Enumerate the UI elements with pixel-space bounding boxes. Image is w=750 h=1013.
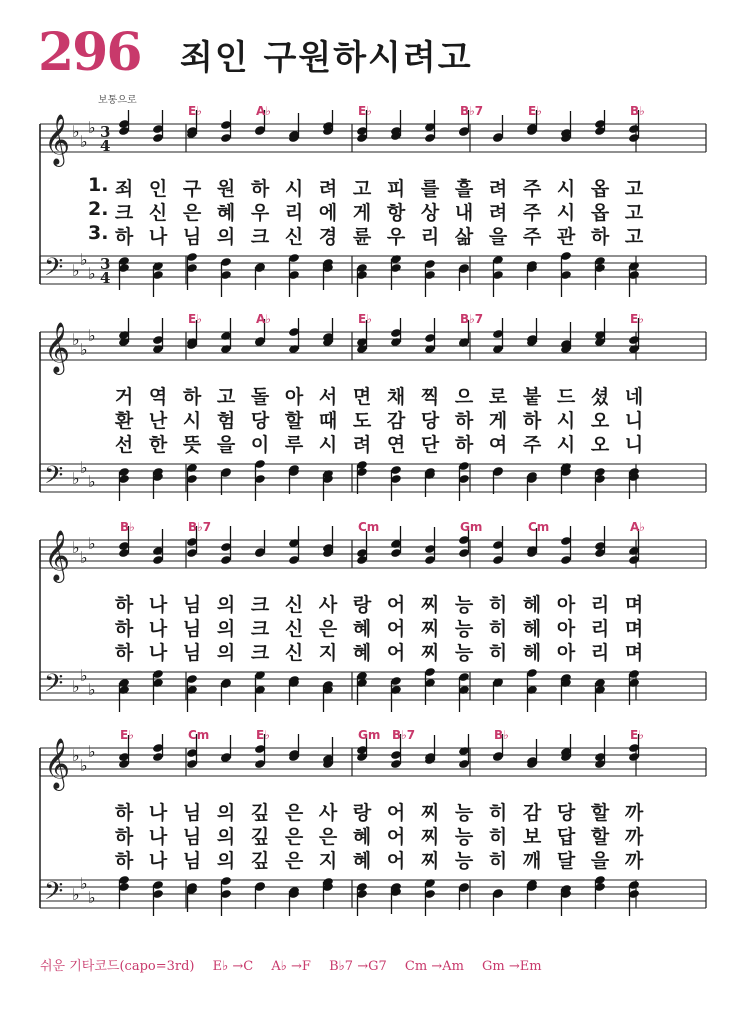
lyric-syllable: 까 bbox=[624, 826, 644, 848]
lyric-syllable: 루 bbox=[284, 434, 304, 456]
flat-icon: ♭ bbox=[88, 888, 96, 907]
chord-symbol: E♭ bbox=[358, 312, 372, 326]
lyric-syllable: 크 bbox=[114, 202, 134, 224]
lyric-line bbox=[0, 590, 750, 614]
flat-icon: ♭ bbox=[72, 538, 80, 557]
lyric-line bbox=[0, 614, 750, 638]
lyric-syllable: 깨 bbox=[522, 850, 542, 872]
lyric-syllable: 사 bbox=[318, 594, 338, 616]
guitar-tip-mapping: Gm →Em bbox=[482, 959, 542, 974]
lyric-syllable: 아 bbox=[556, 594, 576, 616]
flat-icon: ♭ bbox=[80, 458, 88, 477]
lyric-syllable: 여 bbox=[488, 434, 508, 456]
lyric-line bbox=[0, 798, 750, 822]
lyric-syllable: 랑 bbox=[352, 594, 372, 616]
lyric-syllable: 리 bbox=[590, 594, 610, 616]
lyric-syllable: 환 bbox=[114, 410, 134, 432]
lyric-syllable: 를 bbox=[420, 178, 440, 200]
lyric-syllable: 히 bbox=[488, 826, 508, 848]
chord-symbol: B♭ bbox=[630, 104, 645, 118]
chord-symbol: Cm bbox=[358, 520, 380, 534]
lyric-syllable: 아 bbox=[284, 386, 304, 408]
lyric-syllable: 히 bbox=[488, 642, 508, 664]
lyric-syllable: 하 bbox=[114, 802, 134, 824]
lyric-syllable: 당 bbox=[250, 410, 270, 432]
lyric-syllable: 셨 bbox=[590, 386, 610, 408]
lyric-syllable: 능 bbox=[454, 826, 474, 848]
flat-icon: ♭ bbox=[88, 118, 96, 137]
lyric-syllable: 죄 bbox=[114, 178, 134, 200]
time-signature-bottom: 4 bbox=[100, 137, 111, 155]
lyric-syllable: 크 bbox=[250, 642, 270, 664]
lyric-syllable: 헤 bbox=[522, 642, 542, 664]
time-signature-top: 3 bbox=[100, 255, 111, 273]
lyric-line bbox=[0, 222, 750, 246]
lyric-syllable: 고 bbox=[352, 178, 372, 200]
verse-number: 1. bbox=[88, 174, 109, 196]
lyric-syllable: 히 bbox=[488, 618, 508, 640]
lyric-syllable: 히 bbox=[488, 850, 508, 872]
lyric-syllable: 랑 bbox=[352, 802, 372, 824]
flat-icon: ♭ bbox=[88, 264, 96, 283]
lyric-syllable: 의 bbox=[216, 618, 236, 640]
lyric-syllable: 어 bbox=[386, 802, 406, 824]
lyric-line bbox=[0, 822, 750, 846]
flat-icon: ♭ bbox=[72, 677, 80, 696]
lyric-syllable: 신 bbox=[148, 202, 168, 224]
flat-icon: ♭ bbox=[80, 548, 88, 567]
flat-icon: ♭ bbox=[72, 469, 80, 488]
lyric-syllable: 님 bbox=[182, 826, 202, 848]
lyric-syllable: 사 bbox=[318, 802, 338, 824]
flat-icon: ♭ bbox=[80, 340, 88, 359]
lyric-syllable: 단 bbox=[420, 434, 440, 456]
lyric-syllable: 게 bbox=[352, 202, 372, 224]
lyric-syllable: 깊 bbox=[250, 802, 270, 824]
chord-symbol: E♭ bbox=[358, 104, 372, 118]
chord-symbol: E♭ bbox=[188, 104, 202, 118]
lyric-line bbox=[0, 846, 750, 870]
lyric-line bbox=[0, 382, 750, 406]
flat-icon: ♭ bbox=[88, 472, 96, 491]
lyric-syllable: 감 bbox=[386, 410, 406, 432]
tempo-marking: 보통으로 bbox=[98, 95, 137, 106]
lyric-syllable: 시 bbox=[182, 410, 202, 432]
hymn-title: 죄인 구원하시려고 bbox=[180, 38, 473, 78]
lyric-syllable: 면 bbox=[352, 386, 372, 408]
lyric-syllable: 리 bbox=[284, 202, 304, 224]
lyric-syllable: 하 bbox=[522, 410, 542, 432]
lyric-syllable: 크 bbox=[250, 594, 270, 616]
lyric-line bbox=[0, 430, 750, 454]
lyric-syllable: 니 bbox=[624, 410, 644, 432]
lyric-syllable: 능 bbox=[454, 850, 474, 872]
lyric-syllable: 나 bbox=[148, 802, 168, 824]
lyric-syllable: 혜 bbox=[352, 642, 372, 664]
lyric-syllable: 시 bbox=[556, 434, 576, 456]
lyric-syllable: 찌 bbox=[420, 618, 440, 640]
lyric-syllable: 한 bbox=[148, 434, 168, 456]
chord-symbol: B♭7 bbox=[392, 728, 416, 742]
bass-clef-icon: 𝄢 bbox=[44, 877, 64, 912]
lyric-syllable: 당 bbox=[556, 802, 576, 824]
lyric-syllable: 이 bbox=[250, 434, 270, 456]
chord-symbol: E♭ bbox=[256, 728, 270, 742]
lyric-syllable: 을 bbox=[488, 226, 508, 248]
lyric-syllable: 때 bbox=[318, 410, 338, 432]
bass-clef-icon: 𝄢 bbox=[44, 461, 64, 496]
lyric-syllable: 시 bbox=[318, 434, 338, 456]
lyric-syllable: 신 bbox=[284, 618, 304, 640]
lyric-syllable: 능 bbox=[454, 642, 474, 664]
lyric-syllable: 은 bbox=[318, 826, 338, 848]
chord-symbol: A♭ bbox=[256, 104, 271, 118]
lyric-syllable: 헤 bbox=[522, 618, 542, 640]
lyric-syllable: 하 bbox=[454, 410, 474, 432]
lyric-syllable: 찌 bbox=[420, 850, 440, 872]
lyric-syllable: 시 bbox=[556, 202, 576, 224]
lyric-syllable: 헤 bbox=[522, 594, 542, 616]
lyric-syllable: 하 bbox=[114, 826, 134, 848]
verse-number: 3. bbox=[88, 222, 109, 244]
lyric-syllable: 옵 bbox=[590, 202, 610, 224]
lyric-syllable: 님 bbox=[182, 594, 202, 616]
flat-icon: ♭ bbox=[72, 330, 80, 349]
chord-symbol: B♭ bbox=[494, 728, 509, 742]
chord-symbol: B♭7 bbox=[460, 312, 484, 326]
lyric-syllable: 까 bbox=[624, 802, 644, 824]
lyric-syllable: 네 bbox=[624, 386, 644, 408]
lyric-syllable: 은 bbox=[284, 826, 304, 848]
lyric-syllable: 하 bbox=[114, 618, 134, 640]
lyric-syllable: 선 bbox=[114, 434, 134, 456]
lyric-syllable: 혜 bbox=[352, 850, 372, 872]
flat-icon: ♭ bbox=[88, 742, 96, 761]
lyric-syllable: 어 bbox=[386, 594, 406, 616]
flat-icon: ♭ bbox=[88, 326, 96, 345]
lyric-syllable: 의 bbox=[216, 826, 236, 848]
chord-symbol: Gm bbox=[358, 728, 381, 742]
lyric-syllable: 찌 bbox=[420, 594, 440, 616]
lyric-syllable: 의 bbox=[216, 642, 236, 664]
treble-clef-icon: 𝄞 bbox=[44, 738, 71, 789]
lyric-syllable: 옵 bbox=[590, 178, 610, 200]
lyric-syllable: 우 bbox=[386, 226, 406, 248]
lyric-syllable: 님 bbox=[182, 802, 202, 824]
lyric-syllable: 답 bbox=[556, 826, 576, 848]
lyric-syllable: 연 bbox=[386, 434, 406, 456]
hymn-number: 296 bbox=[38, 22, 141, 83]
lyric-syllable: 항 bbox=[386, 202, 406, 224]
lyric-syllable: 뜻 bbox=[182, 434, 202, 456]
lyric-syllable: 신 bbox=[284, 642, 304, 664]
lyric-syllable: 크 bbox=[250, 226, 270, 248]
chord-symbol: E♭ bbox=[630, 728, 644, 742]
flat-icon: ♭ bbox=[80, 756, 88, 775]
lyric-syllable: 나 bbox=[148, 850, 168, 872]
lyric-syllable: 려 bbox=[352, 434, 372, 456]
guitar-tip-mapping: B♭7 →G7 bbox=[329, 959, 387, 974]
lyric-syllable: 역 bbox=[148, 386, 168, 408]
flat-icon: ♭ bbox=[80, 250, 88, 269]
lyric-syllable: 피 bbox=[386, 178, 406, 200]
chord-symbol: E♭ bbox=[188, 312, 202, 326]
lyric-syllable: 주 bbox=[522, 202, 542, 224]
chord-symbol: Cm bbox=[528, 520, 550, 534]
lyric-syllable: 능 bbox=[454, 594, 474, 616]
chord-symbol: A♭ bbox=[256, 312, 271, 326]
lyric-syllable: 어 bbox=[386, 850, 406, 872]
lyric-syllable: 히 bbox=[488, 802, 508, 824]
lyric-syllable: 로 bbox=[488, 386, 508, 408]
lyric-syllable: 의 bbox=[216, 850, 236, 872]
lyric-syllable: 님 bbox=[182, 226, 202, 248]
flat-icon: ♭ bbox=[88, 534, 96, 553]
lyric-syllable: 혜 bbox=[352, 618, 372, 640]
lyric-syllable: 은 bbox=[284, 802, 304, 824]
flat-icon: ♭ bbox=[88, 680, 96, 699]
lyric-syllable: 할 bbox=[590, 826, 610, 848]
lyric-syllable: 인 bbox=[148, 178, 168, 200]
lyric-syllable: 어 bbox=[386, 618, 406, 640]
lyric-syllable: 경 bbox=[318, 226, 338, 248]
lyric-syllable: 고 bbox=[216, 386, 236, 408]
lyric-syllable: 신 bbox=[284, 226, 304, 248]
lyric-line bbox=[0, 406, 750, 430]
lyric-syllable: 은 bbox=[182, 202, 202, 224]
lyric-syllable: 주 bbox=[522, 226, 542, 248]
lyric-syllable: 찌 bbox=[420, 802, 440, 824]
chord-symbol: A♭ bbox=[630, 520, 645, 534]
guitar-tip-mapping: A♭ →F bbox=[271, 959, 311, 974]
lyric-syllable: 찌 bbox=[420, 826, 440, 848]
treble-clef-icon: 𝄞 bbox=[44, 114, 71, 165]
lyric-syllable: 감 bbox=[522, 802, 542, 824]
lyric-syllable: 의 bbox=[216, 802, 236, 824]
flat-icon: ♭ bbox=[80, 666, 88, 685]
lyric-syllable: 삶 bbox=[454, 226, 474, 248]
lyric-line bbox=[0, 638, 750, 662]
lyric-syllable: 려 bbox=[488, 202, 508, 224]
lyric-syllable: 며 bbox=[624, 618, 644, 640]
lyric-syllable: 혜 bbox=[216, 202, 236, 224]
lyric-syllable: 고 bbox=[624, 226, 644, 248]
lyric-syllable: 나 bbox=[148, 618, 168, 640]
lyric-syllable: 찍 bbox=[420, 386, 440, 408]
guitar-tip-label: 쉬운 기타코드(capo=3rd) bbox=[40, 959, 195, 974]
lyric-syllable: 며 bbox=[624, 594, 644, 616]
guitar-tip-mapping: Cm →Am bbox=[404, 959, 464, 974]
lyric-syllable: 려 bbox=[318, 178, 338, 200]
lyric-syllable: 시 bbox=[556, 410, 576, 432]
lyric-syllable: 상 bbox=[420, 202, 440, 224]
lyric-syllable: 륜 bbox=[352, 226, 372, 248]
lyric-syllable: 신 bbox=[284, 594, 304, 616]
chord-symbol: B♭7 bbox=[188, 520, 212, 534]
verse-number: 2. bbox=[88, 198, 109, 220]
lyric-syllable: 을 bbox=[216, 434, 236, 456]
lyric-syllable: 주 bbox=[522, 178, 542, 200]
lyric-syllable: 고 bbox=[624, 202, 644, 224]
lyric-syllable: 의 bbox=[216, 594, 236, 616]
lyric-syllable: 서 bbox=[318, 386, 338, 408]
chord-symbol: E♭ bbox=[630, 312, 644, 326]
lyric-syllable: 게 bbox=[488, 410, 508, 432]
lyric-syllable: 나 bbox=[148, 826, 168, 848]
lyric-syllable: 까 bbox=[624, 850, 644, 872]
lyric-syllable: 리 bbox=[590, 618, 610, 640]
lyric-syllable: 히 bbox=[488, 594, 508, 616]
lyric-syllable: 을 bbox=[590, 850, 610, 872]
lyric-syllable: 어 bbox=[386, 826, 406, 848]
guitar-chord-tip bbox=[40, 955, 556, 974]
guitar-tip-mapping: E♭ →C bbox=[212, 959, 254, 974]
lyric-syllable: 능 bbox=[454, 802, 474, 824]
lyric-syllable: 깊 bbox=[250, 826, 270, 848]
lyric-syllable: 원 bbox=[216, 178, 236, 200]
lyric-syllable: 아 bbox=[556, 618, 576, 640]
lyric-syllable: 어 bbox=[386, 642, 406, 664]
lyric-syllable: 관 bbox=[556, 226, 576, 248]
lyric-syllable: 드 bbox=[556, 386, 576, 408]
lyric-syllable: 거 bbox=[114, 386, 134, 408]
lyric-syllable: 으 bbox=[454, 386, 474, 408]
lyric-syllable: 주 bbox=[522, 434, 542, 456]
lyric-syllable: 오 bbox=[590, 410, 610, 432]
chord-symbol: E♭ bbox=[528, 104, 542, 118]
chord-symbol: B♭ bbox=[120, 520, 135, 534]
lyric-syllable: 당 bbox=[420, 410, 440, 432]
lyric-syllable: 의 bbox=[216, 226, 236, 248]
bass-clef-icon: 𝄢 bbox=[44, 669, 64, 704]
lyric-syllable: 하 bbox=[182, 386, 202, 408]
lyric-syllable: 며 bbox=[624, 642, 644, 664]
lyric-syllable: 하 bbox=[114, 226, 134, 248]
chord-symbol: B♭7 bbox=[460, 104, 484, 118]
lyric-syllable: 도 bbox=[352, 410, 372, 432]
chord-symbol: Gm bbox=[460, 520, 483, 534]
lyric-syllable: 구 bbox=[182, 178, 202, 200]
lyric-syllable: 나 bbox=[148, 226, 168, 248]
lyric-syllable: 할 bbox=[284, 410, 304, 432]
lyric-syllable: 찌 bbox=[420, 642, 440, 664]
lyric-syllable: 니 bbox=[624, 434, 644, 456]
lyric-syllable: 고 bbox=[624, 178, 644, 200]
lyric-syllable: 할 bbox=[590, 802, 610, 824]
lyric-syllable: 나 bbox=[148, 642, 168, 664]
lyric-syllable: 리 bbox=[590, 642, 610, 664]
lyric-syllable: 달 bbox=[556, 850, 576, 872]
lyric-syllable: 리 bbox=[420, 226, 440, 248]
lyric-syllable: 능 bbox=[454, 618, 474, 640]
lyric-syllable: 은 bbox=[284, 850, 304, 872]
lyric-syllable: 시 bbox=[284, 178, 304, 200]
flat-icon: ♭ bbox=[72, 746, 80, 765]
lyric-syllable: 아 bbox=[556, 642, 576, 664]
flat-icon: ♭ bbox=[72, 885, 80, 904]
lyric-syllable: 험 bbox=[216, 410, 236, 432]
time-signature-bottom: 4 bbox=[100, 269, 111, 287]
lyric-syllable: 하 bbox=[114, 642, 134, 664]
flat-icon: ♭ bbox=[72, 122, 80, 141]
lyric-syllable: 지 bbox=[318, 850, 338, 872]
lyric-syllable: 깊 bbox=[250, 850, 270, 872]
lyric-syllable: 님 bbox=[182, 850, 202, 872]
chord-symbol: E♭ bbox=[120, 728, 134, 742]
time-signature-top: 3 bbox=[100, 123, 111, 141]
lyric-syllable: 오 bbox=[590, 434, 610, 456]
lyric-syllable: 님 bbox=[182, 618, 202, 640]
bass-clef-icon: 𝄢 bbox=[44, 253, 64, 288]
chord-symbol: Cm bbox=[188, 728, 210, 742]
lyric-syllable: 려 bbox=[488, 178, 508, 200]
lyric-syllable: 하 bbox=[114, 594, 134, 616]
lyric-syllable: 님 bbox=[182, 642, 202, 664]
flat-icon: ♭ bbox=[80, 874, 88, 893]
lyric-syllable: 에 bbox=[318, 202, 338, 224]
lyric-syllable: 채 bbox=[386, 386, 406, 408]
lyric-syllable: 하 bbox=[454, 434, 474, 456]
flat-icon: ♭ bbox=[80, 132, 88, 151]
lyric-syllable: 은 bbox=[318, 618, 338, 640]
flat-icon: ♭ bbox=[72, 261, 80, 280]
lyric-syllable: 혜 bbox=[352, 826, 372, 848]
lyric-syllable: 흘 bbox=[454, 178, 474, 200]
lyric-syllable: 하 bbox=[590, 226, 610, 248]
lyric-syllable: 난 bbox=[148, 410, 168, 432]
lyric-syllable: 우 bbox=[250, 202, 270, 224]
lyric-syllable: 시 bbox=[556, 178, 576, 200]
lyric-syllable: 크 bbox=[250, 618, 270, 640]
lyric-syllable: 보 bbox=[522, 826, 542, 848]
lyric-syllable: 붙 bbox=[522, 386, 542, 408]
lyric-syllable: 하 bbox=[114, 850, 134, 872]
lyric-syllable: 내 bbox=[454, 202, 474, 224]
treble-clef-icon: 𝄞 bbox=[44, 530, 71, 581]
lyric-syllable: 돌 bbox=[250, 386, 270, 408]
treble-clef-icon: 𝄞 bbox=[44, 322, 71, 373]
lyric-syllable: 하 bbox=[250, 178, 270, 200]
lyric-syllable: 지 bbox=[318, 642, 338, 664]
lyric-line bbox=[0, 174, 750, 198]
lyric-line bbox=[0, 198, 750, 222]
lyric-syllable: 나 bbox=[148, 594, 168, 616]
